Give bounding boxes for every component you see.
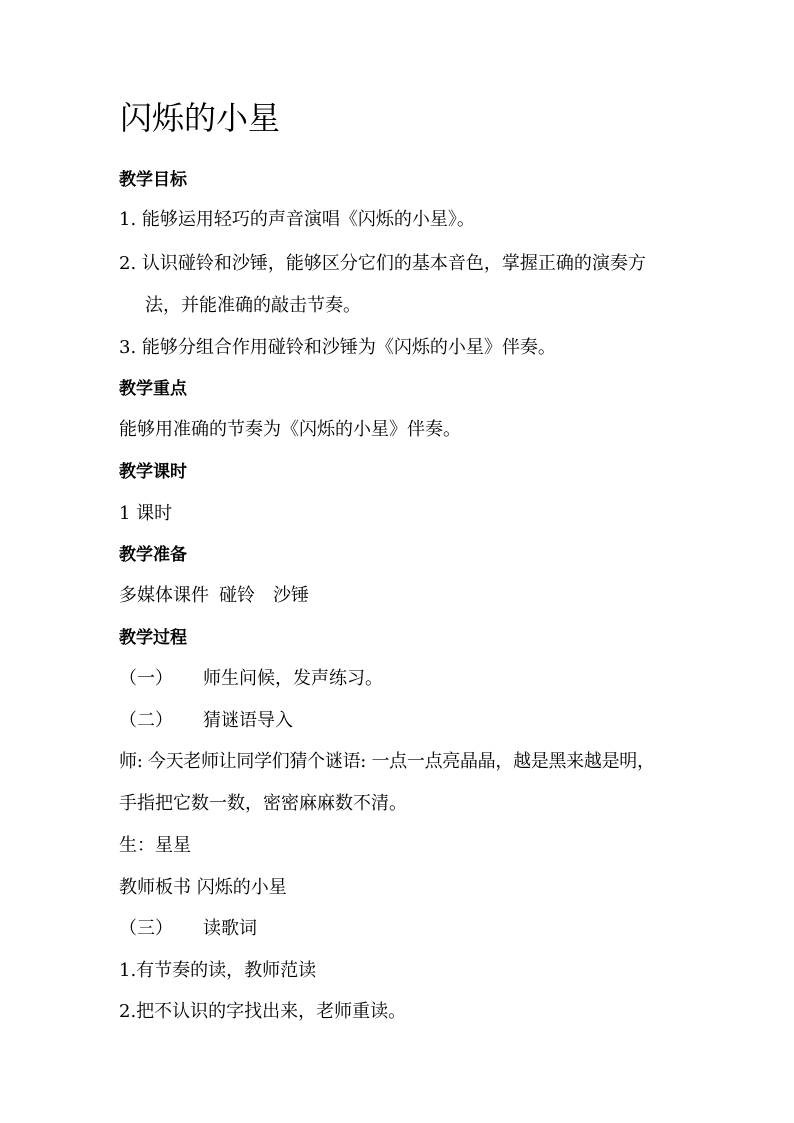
step-1-number: （一） <box>119 668 173 689</box>
objective-item-3: 3. 能够分组合作用碰铃和沙锤为《闪烁的小星》伴奏。 <box>119 337 556 358</box>
student-answer: 生：星星 <box>119 835 191 856</box>
objective-item-2: 2. 认识碰铃和沙锤，能够区分它们的基本音色，掌握正确的演奏方 <box>119 253 646 274</box>
step-3-text: 读歌词 <box>203 918 257 939</box>
process-step-3 <box>119 917 257 941</box>
step-1-text: 师生问候，发声练习。 <box>203 668 383 689</box>
dialog-line-2: 手指把它数一数，密密麻麻数不清。 <box>119 793 407 814</box>
preparation-heading: 教学准备 <box>119 545 187 565</box>
step-2-text: 猜谜语导入 <box>203 710 293 731</box>
preparation-item-bell: 碰铃 <box>219 585 255 606</box>
objective-item-1: 1. 能够运用轻巧的声音演唱《闪烁的小星》。 <box>119 209 475 230</box>
objectives-heading: 教学目标 <box>119 170 187 190</box>
document-title: 闪烁的小星 <box>120 99 281 137</box>
preparation-item-maracas: 沙锤 <box>273 585 309 606</box>
objective-item-2-continued: 法，并能准确的敲击节奏。 <box>145 295 361 316</box>
lyrics-step-2: 2.把不认识的字找出来，老师重读。 <box>119 1001 407 1022</box>
step-3-number: （三） <box>119 918 173 939</box>
lyrics-step-1: 1.有节奏的读，教师范读 <box>119 960 317 981</box>
preparation-list <box>119 584 309 608</box>
preparation-item-courseware: 多媒体课件 <box>119 585 209 606</box>
process-heading: 教学过程 <box>119 628 187 648</box>
board-writing: 教师板书 闪烁的小星 <box>119 877 287 898</box>
process-step-1 <box>119 667 383 691</box>
key-points-heading: 教学重点 <box>119 379 187 399</box>
step-2-number: （二） <box>119 710 173 731</box>
key-points-text: 能够用准确的节奏为《闪烁的小星》伴奏。 <box>119 419 461 440</box>
process-step-2 <box>119 709 293 733</box>
hours-text: 1 课时 <box>119 503 173 524</box>
dialog-line-1: 师: 今天老师让同学们猜个谜语: 一点一点亮晶晶，越是黑来越是明， <box>119 751 655 772</box>
hours-heading: 教学课时 <box>119 462 187 482</box>
